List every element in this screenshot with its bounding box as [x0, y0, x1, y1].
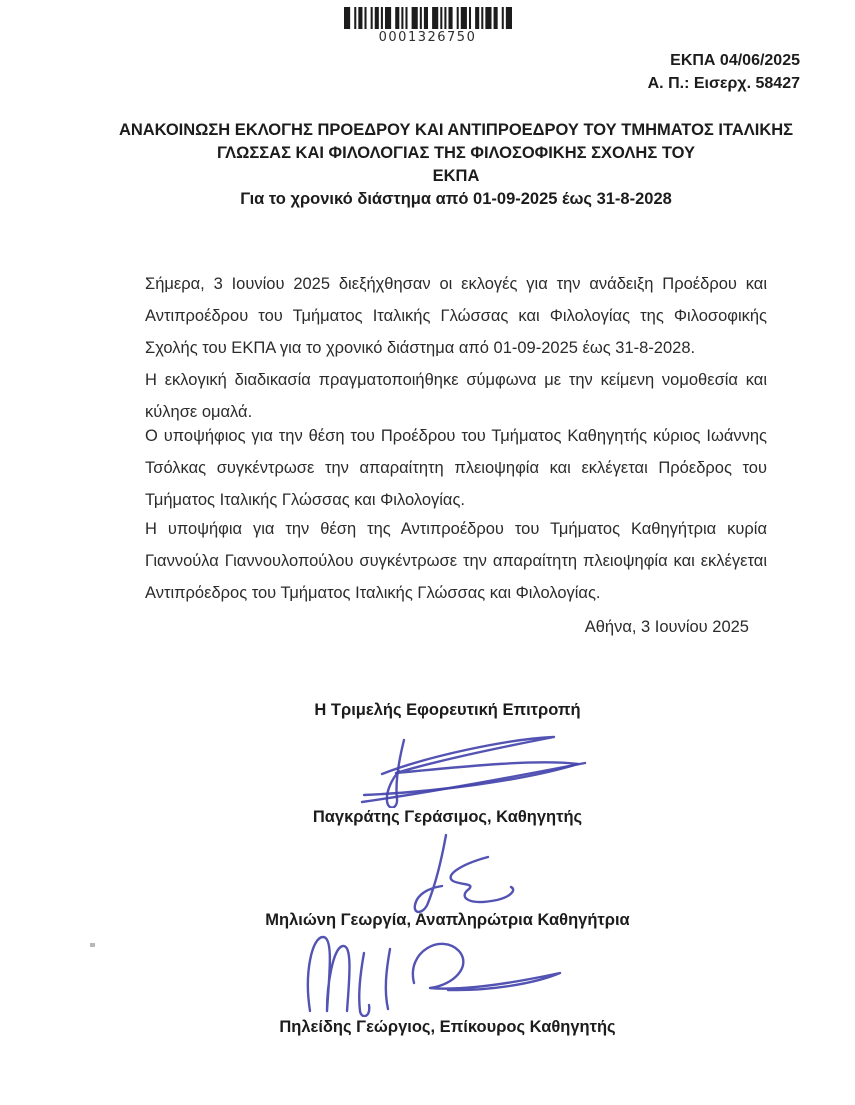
dateline: Αθήνα, 3 Ιουνίου 2025 — [584, 618, 749, 636]
barcode-number: 0001326750 — [378, 30, 477, 45]
stamp-institution-date: ΕΚΠΑ 04/06/2025 — [670, 52, 800, 69]
paragraph-election-summary-s2: Η εκλογική διαδικασία πραγματοποιήθηκε σύμφωνα με την κείμενη νομοθεσία και κύλησε ομαλά. — [145, 371, 767, 421]
signature-milioni — [352, 831, 522, 916]
paragraph-election-summary-s1: Σήμερα, 3 Ιουνίου 2025 διεξήχθησαν οι εκλογές για την ανάδειξη Προέδρου και Αντιπροέδρου του Τμήματος Ιταλικής Γλώσσας και Φιλολογίας της Φιλοσοφικής Σχολής του ΕΚΠΑ για το χρονικό διάστημα από 01-09-2025 έως 31-8-2028. — [145, 275, 767, 357]
title-line-2: ΓΛΩΣΣΑΣ ΚΑΙ ΦΙΛΟΛΟΓΙΑΣ ΤΗΣ ΦΙΛΟΣΟΦΙΚΗΣ ΣΧΟΛΗΣ ΤΟΥ — [217, 144, 695, 162]
committee-heading: Η Τριμελής Εφορευτική Επιτροπή — [314, 701, 581, 719]
registration-barcode — [0, 7, 855, 45]
stamp-protocol-number: Α. Π.: Εισερχ. 58427 — [647, 75, 800, 92]
paragraph-president-result: Ο υποψήφιος για την θέση του Προέδρου του Τμήματος Καθηγητής κύριος Ιωάννης Τσόλκας συγκέντρωσε την απαραίτητη πλειοψηφία και εκλέγεται Πρόεδρος του Τμήματος Ιταλικής Γλώσσας και Φιλολογίας. — [145, 427, 767, 509]
title-line-3: ΕΚΠΑ — [432, 167, 480, 185]
scan-artifact-dot — [90, 943, 95, 947]
title-line-4: Για το χρονικό διάστημα από 01-09-2025 έως 31-8-2028 — [240, 190, 672, 208]
signature-pagratis — [338, 726, 588, 808]
member-name-pagratis: Παγκράτης Γεράσιμος, Καθηγητής — [312, 808, 583, 826]
paragraph-election-summary — [145, 268, 767, 428]
document-title — [116, 119, 796, 211]
member-name-pileidis: Πηλείδης Γεώργιος, Επίκουρος Καθηγητής — [279, 1018, 616, 1036]
member-name-milioni: Μηλιώνη Γεωργία, Αναπληρώτρια Καθηγήτρια — [265, 911, 630, 929]
title-line-1: ΑΝΑΚΟΙΝΩΣΗ ΕΚΛΟΓΗΣ ΠΡΟΕΔΡΟΥ ΚΑΙ ΑΝΤΙΠΡΟΕΔΡΟΥ ΤΟΥ ΤΜΗΜΑΤΟΣ ΙΤΑΛΙΚΗΣ — [118, 121, 794, 139]
protocol-stamp — [648, 49, 800, 95]
barcode-icon — [344, 7, 512, 29]
paragraph-vicepresident-result: Η υποψήφια για την θέση της Αντιπροέδρου του Τμήματος Καθηγήτρια κυρία Γιαννούλα Γιαννουλοπούλου συγκέντρωσε την απαραίτητη πλειοψηφία και εκλέγεται Αντιπρόεδρος του Τμήματος Ιταλικής Γλώσσας και Φιλολογίας. — [145, 520, 767, 602]
signature-pileidis — [296, 925, 581, 1017]
